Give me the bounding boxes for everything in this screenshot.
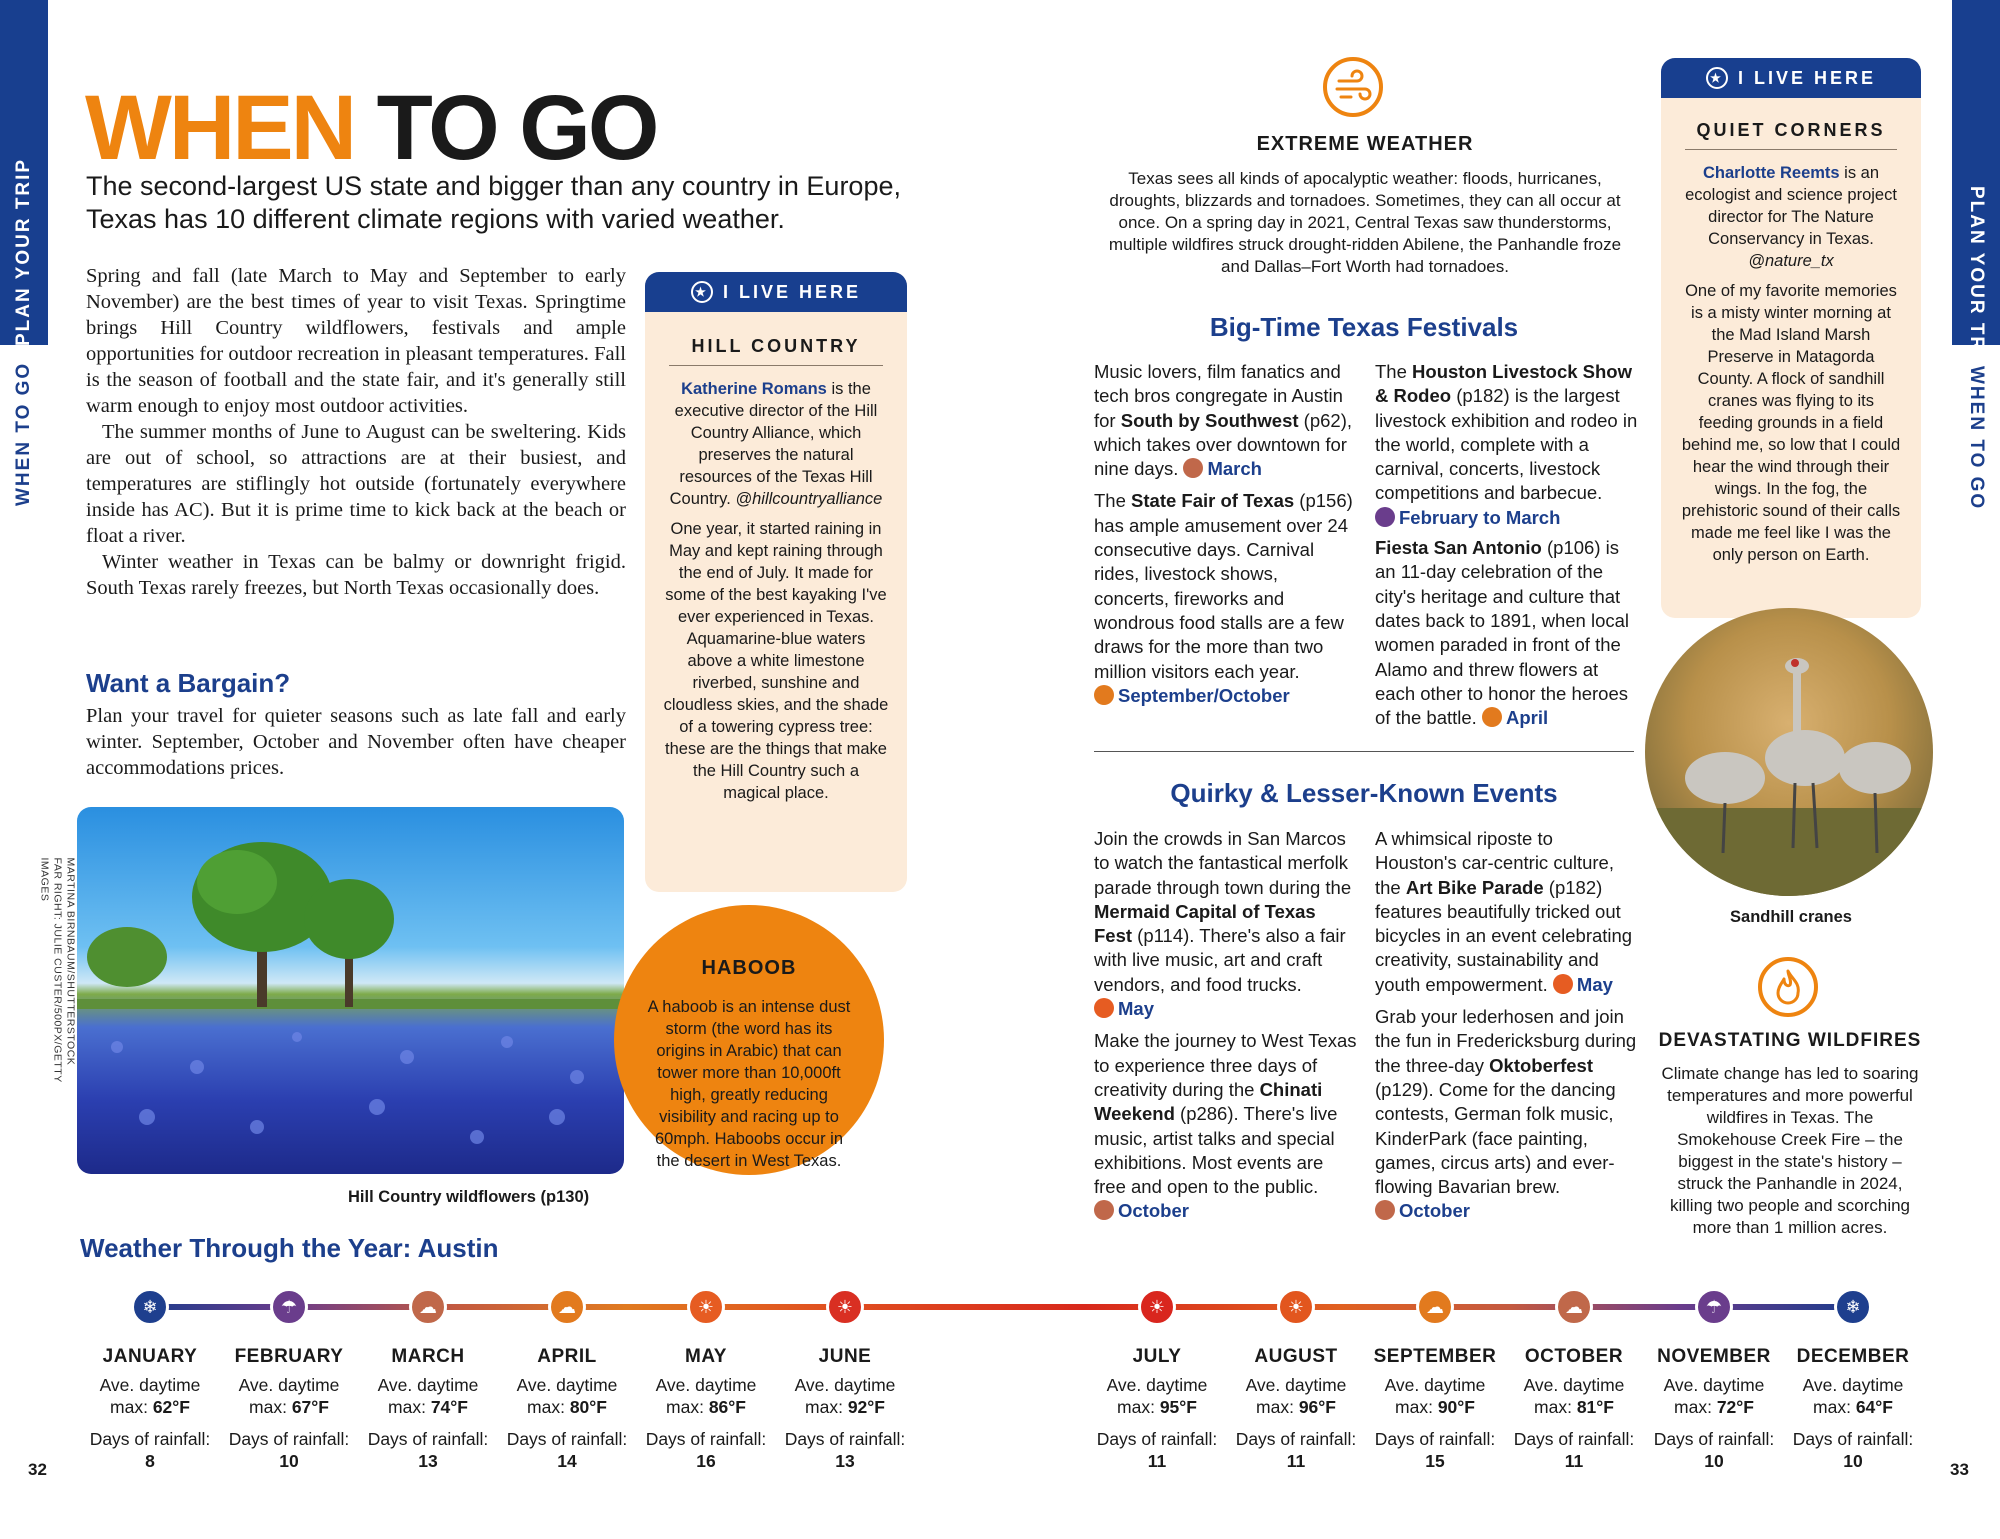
month-name: AUGUST [1254,1346,1338,1367]
temp-label-a: Ave. daytime [1245,1375,1347,1395]
page-number-right: 33 [1950,1460,1969,1479]
person-bio-2: is an ecologist and science project director for The Nature Conservancy in Texas. [1685,164,1897,248]
fair-month-label: September/October [1118,684,1290,706]
rain-label [80,1428,220,1472]
temp-label [80,1374,220,1418]
sun-icon [1094,685,1114,705]
person-handle-2: @nature_tx [1748,252,1834,270]
partly-cloudy-icon: ☁ [1555,1288,1593,1326]
temp-label [1365,1374,1505,1418]
temp-label [1087,1374,1227,1418]
temp-label [1504,1374,1644,1418]
month-name: JANUARY [102,1346,198,1367]
photo-credit-line-2: FAR RIGHT: JULIE CUSTER/500PX/GETTY IMAGES [38,857,64,1083]
temp-label-b: max: [1534,1397,1577,1417]
month-name: DECEMBER [1796,1346,1910,1367]
rain-label-text: Days of rainfall: [784,1429,906,1449]
rain-label-text: Days of rainfall: [1096,1429,1218,1449]
haboob-text: A haboob is an intense dust storm (the word has its origins in Arabic) that can tower more than 10,000ft high, greatly reducing visibility and racing up to 60mph. Haboobs occur in the desert in West Texas. [647,998,851,1170]
rodeo-name: Houston Livestock Show & Rodeo [1375,361,1632,407]
fiesta-entry [1375,536,1639,730]
partly-cloudy-icon: ☁ [409,1288,447,1326]
rain-value: 11 [1147,1451,1167,1471]
month-column [1504,1346,1644,1472]
right-section-label: WHEN TO GO [1966,366,1987,511]
sun-icon [1094,998,1114,1018]
page-number-left: 32 [28,1460,47,1479]
rain-label-text: Days of rainfall: [1235,1429,1357,1449]
temp-label-b: max: [110,1397,153,1417]
temp-value: 64°F [1855,1397,1893,1417]
person-name: Katherine Romans [681,380,827,398]
month-name: MARCH [391,1346,465,1367]
temp-label-b: max: [527,1397,570,1417]
wildflowers-illustration [77,807,624,1174]
temp-value: 67°F [291,1397,329,1417]
intro-paragraph-2: The summer months of June to August can be sweltering. Kids are out of school, so attractions are at their busiest, and temperatures are stiflingly hot outside (fortunately everywhere inside has AC). But it is prime time to kick back at the beach or float a river. [86,421,626,547]
temp-value: 96°F [1298,1397,1336,1417]
rain-value: 8 [145,1451,155,1471]
photo-credit-line-1: MARTINA BIRNBAUM/SHUTTERSTOCK [64,857,77,1066]
bargain-text: Plan your travel for quieter seasons such as late fall and early winter. September, October and November often have cheaper accommodations prices. [86,705,626,779]
fair-text-c: (p156) has ample amusement over 24 consecutive days. Carnival rides, livestock shows, concerts, fireworks and wondrous food stalls are a few draws for the more than two million visitors each year. [1094,490,1353,682]
month-name: APRIL [537,1346,597,1367]
title-part-1: WHEN [85,77,355,179]
sun-icon: ☀ [687,1288,725,1326]
rain-label [1504,1428,1644,1472]
quirky-right-column [1375,827,1639,1224]
rain-label [1226,1428,1366,1472]
live-here-quote-2: One of my favorite memories is a misty winter morning at the Mad Island Marsh Preserve in Matagorda County. A flock of sandhill cranes was flying to its feeding grounds in a field behind me, so low that I could hear the wind through their wings. In the fog, the prehistoric sound of their calls made me feel like I was the only person on Earth. [1681,282,1901,564]
sun-icon: ☀ [1277,1288,1315,1326]
sandhill-cranes-photo [1645,608,1933,896]
intro-paragraph-1: Spring and fall (late March to May and September to early November) are the best times of year to visit Texas. Springtime brings Hill Country wildflowers, festivals and ample opportunities for outdoor recreation in pleasant temperatures. Fall is the season of football and the state fair, and it's generally still warm enough to enjoy most outdoor activities. [86,265,626,417]
rain-label-text: Days of rainfall: [89,1429,211,1449]
bike-name: Art Bike Parade [1405,876,1544,898]
sxsw-month-label: March [1207,458,1262,480]
wildfires-heading: DEVASTATING WILDFIRES [1658,1030,1922,1051]
fair-text-a: The [1094,490,1132,512]
rain-cloud-icon: ☂ [1695,1288,1733,1326]
partly-cloudy-icon [1375,1200,1395,1220]
rain-label-text: Days of rainfall: [367,1429,489,1449]
extreme-weather-text: Texas sees all kinds of apocalyptic weather: floods, hurricanes, droughts, blizzards and tornadoes. Sometimes, they can all occur at once. On a spring day in 2021, Central Texas saw thunderstorms, multiple wildfires struck drought-ridden Abilene, the Panhandle froze and Dallas–Fort Worth had tornadoes. [1108,169,1622,276]
month-name: MAY [685,1346,727,1367]
temp-label [775,1374,915,1418]
temp-label [1226,1374,1366,1418]
rain-value: 10 [1704,1451,1724,1471]
rain-label [1783,1428,1923,1472]
month-column [775,1346,915,1472]
month-column [636,1346,776,1472]
wildfires-text: Climate change has led to soaring temperatures and more powerful wildfires in Texas. The Smokehouse Creek Fire – the biggest in the state's history – struck the Panhandle in 2024, killing two people and scorching more than 1 million acres. [1661,1064,1919,1237]
fiesta-text-c: (p106) is an 11-day celebration of the city's heritage and culture that dates back to 1891, when local women paraded in front of the Alamo and threw flowers at each other to honor the heroes of the battle. [1375,537,1630,729]
mermaid-text-c: (p114). There's also a fair with live music, art and craft vendors, and food trucks. [1094,925,1346,995]
chinati-text-a: Make the journey to West Texas to experience three days of creativity during the [1094,1030,1357,1100]
rodeo-text-a: The [1375,361,1413,382]
partly-cloudy-icon [1482,707,1502,727]
haboob-heading: HABOOB [701,957,797,979]
month-column [358,1346,498,1472]
temp-label-a: Ave. daytime [516,1375,618,1395]
location-pin-icon: ★ [1706,67,1728,89]
live-here-box-hill-country [645,272,907,892]
rain-label [1365,1428,1505,1472]
wind-icon [1323,57,1383,117]
festivals-right-column [1375,360,1639,730]
sxsw-name: South by Southwest [1120,409,1299,431]
temp-value: 81°F [1576,1397,1614,1417]
month-name: NOVEMBER [1657,1346,1771,1367]
temp-label-b: max: [666,1397,709,1417]
rodeo-text-c: (p182) is the largest livestock exhibition and rodeo in the world, complete with a carnival, concerts, livestock competitions and barbecue. [1375,385,1638,504]
temp-label-b: max: [249,1397,292,1417]
rain-value: 16 [696,1451,716,1471]
temp-value: 72°F [1716,1397,1754,1417]
temp-label-a: Ave. daytime [1384,1375,1486,1395]
rain-label [358,1428,498,1472]
month-column [1087,1346,1227,1472]
okt-name: Oktoberfest [1489,1054,1593,1076]
fair-month [1094,685,1290,706]
rain-value: 13 [835,1451,855,1471]
month-column [1644,1346,1784,1472]
rain-value: 10 [279,1451,299,1471]
temp-value: 90°F [1437,1397,1475,1417]
partly-cloudy-icon [1094,1200,1114,1220]
temp-label-a: Ave. daytime [1106,1375,1208,1395]
temp-label [219,1374,359,1418]
temp-label-b: max: [1117,1397,1160,1417]
rain-value: 13 [418,1451,438,1471]
mermaid-name: Mermaid Capital of Texas Fest [1094,900,1316,947]
rain-label-text: Days of rainfall: [228,1429,350,1449]
quirky-heading: Quirky & Lesser-Known Events [1170,778,1558,808]
temp-label [636,1374,776,1418]
bike-month-label: May [1576,973,1613,995]
rodeo-month-label: February to March [1399,506,1561,528]
okt-text-a: Grab your lederhosen and join the fun in Fredericksburg during the three-day [1375,1006,1637,1076]
chinati-name: Chinati Weekend [1094,1078,1323,1125]
sxsw-entry [1094,360,1358,481]
cranes-illustration [1645,608,1933,896]
rain-label [1644,1428,1784,1472]
temp-value: 92°F [847,1397,885,1417]
month-name: SEPTEMBER [1373,1346,1497,1367]
fiesta-name: Fiesta San Antonio [1375,537,1542,559]
photo-credit [38,858,77,1088]
live-here-bio [645,378,907,510]
rain-value: 10 [1843,1451,1863,1471]
rain-value: 11 [1564,1451,1584,1471]
rain-label [219,1428,359,1472]
mermaid-month [1094,998,1154,1019]
temp-label-b: max: [1674,1397,1717,1417]
live-here-header [645,272,907,312]
fiesta-month [1482,707,1548,728]
wildflowers-photo [77,807,624,1174]
sun-icon: ☀ [1138,1288,1176,1326]
temp-label [497,1374,637,1418]
intro-text [86,263,626,601]
sxsw-text-a: Music lovers, film fanatics and tech bros congregate in Austin for [1094,361,1343,431]
right-side-tab-label: PLAN YOUR TRIP [1966,186,1987,375]
weather-heading: Weather Through the Year: Austin [80,1233,499,1263]
rodeo-month [1375,507,1560,528]
fiesta-month-label: April [1505,707,1549,729]
temp-label-b: max: [1813,1397,1856,1417]
art-bike-entry [1375,827,1639,997]
temp-label-b: max: [1256,1397,1299,1417]
live-here-label: I LIVE HERE [722,281,862,302]
state-fair-entry [1094,489,1358,708]
rain-label-text: Days of rainfall: [506,1429,628,1449]
oktoberfest-entry [1375,1005,1639,1224]
temp-value: 86°F [708,1397,746,1417]
live-here-header-2 [1661,58,1921,98]
temp-label-a: Ave. daytime [1523,1375,1625,1395]
cranes-caption: Sandhill cranes [1730,908,1852,926]
rain-label-text: Days of rainfall: [1792,1429,1914,1449]
festivals-left-column [1094,360,1358,708]
rain-value: 14 [557,1451,577,1471]
month-column [80,1346,220,1472]
rain-label [1087,1428,1227,1472]
temp-value: 80°F [569,1397,607,1417]
rain-label-text: Days of rainfall: [1374,1429,1496,1449]
rain-label-text: Days of rainfall: [1653,1429,1775,1449]
live-here-box-quiet-corners [1661,58,1921,618]
rain-label [497,1428,637,1472]
snowflake-icon: ❄ [1834,1288,1872,1326]
left-side-tab-label: PLAN YOUR TRIP [13,157,34,346]
temp-value: 62°F [152,1397,190,1417]
fair-name: State Fair of Texas [1131,490,1295,512]
person-name-2: Charlotte Reemts [1702,164,1840,182]
section-divider [1094,751,1634,752]
person-handle: @hillcountryalliance [735,490,883,508]
weather-timeline-line [150,1304,1850,1310]
mermaid-month-label: May [1118,998,1154,1020]
mermaid-entry [1094,827,1358,1021]
left-section-label: WHEN TO GO [13,361,34,506]
live-here-quote: One year, it started raining in May and kept raining through the end of July. It made for some of the best kayaking I've ever experienced in Texas. Aquamarine-blue waters above a white limestone riverbed, sunshine and cloudless skies, and the shade of a towering cypress tree: these are the things that make the Hill Country such a magical place. [663,520,889,802]
live-here-subheading-2: QUIET CORNERS [1685,120,1897,150]
rain-label-text: Days of rainfall: [645,1429,767,1449]
rain-label [636,1428,776,1472]
quirky-left-column [1094,827,1358,1224]
month-name: OCTOBER [1524,1346,1624,1367]
rain-cloud-icon: ☂ [270,1288,308,1326]
chinati-month-label: October [1118,1200,1189,1222]
temp-label-b: max: [1395,1397,1438,1417]
rodeo-entry [1375,360,1639,530]
fire-icon [1758,957,1818,1017]
month-column [1365,1346,1505,1472]
temp-label-a: Ave. daytime [238,1375,340,1395]
bike-text-c: (p182) features beautifully tricked out bicycles in an event celebrating creativity, sustainability and youth empowerment. [1375,876,1633,995]
page-subtitle: The second-largest US state and bigger than any country in Europe, Texas has 10 different climate regions with varied weather. [86,171,901,234]
temp-label-a: Ave. daytime [1802,1375,1904,1395]
temp-label [358,1374,498,1418]
month-name: JULY [1132,1346,1182,1367]
mermaid-text-a: Join the crowds in San Marcos to watch the fantastical merfolk parade through town during the [1094,828,1352,898]
rain-label [775,1428,915,1472]
person-bio: is the executive director of the Hill Country Alliance, which preserves the natural resources of the Texas Hill Country. [669,380,878,508]
festivals-heading: Big-Time Texas Festivals [1209,312,1519,342]
sun-icon: ☀ [826,1288,864,1326]
temp-label-a: Ave. daytime [655,1375,757,1395]
bargain-heading: Want a Bargain? [86,668,291,698]
temp-label-b: max: [388,1397,431,1417]
sxsw-month [1183,458,1262,479]
month-column [1226,1346,1366,1472]
temp-label-b: max: [805,1397,848,1417]
live-here-subheading: HILL COUNTRY [669,336,883,366]
temp-value: 95°F [1159,1397,1197,1417]
sxsw-text-c: (p62), which takes over downtown for nine days. [1094,409,1353,480]
title-part-2: TO GO [376,77,657,179]
rain-label-text: Days of rainfall: [1513,1429,1635,1449]
live-here-label-2: I LIVE HERE [1737,67,1877,88]
okt-month [1375,1200,1470,1221]
snowflake-icon: ❄ [131,1288,169,1326]
temp-label [1644,1374,1784,1418]
intro-paragraph-3: Winter weather in Texas can be balmy or downright frigid. South Texas rarely freezes, but North Texas occasionally does. [86,551,626,599]
chinati-entry [1094,1029,1358,1223]
temp-label-a: Ave. daytime [377,1375,479,1395]
page-title [85,77,657,179]
temp-label-a: Ave. daytime [99,1375,201,1395]
sun-icon [1553,974,1573,994]
okt-text-c: (p129). Come for the dancing contests, German folk music, KinderPark (face painting, games, circus arts) and ever-flowing Bavarian brew. [1375,1078,1616,1198]
live-here-bio-2 [1661,162,1921,272]
haboob-circle [614,905,884,1175]
temp-label-a: Ave. daytime [1663,1375,1765,1395]
bike-month [1553,974,1613,995]
temp-value: 74°F [430,1397,468,1417]
rain-value: 15 [1425,1451,1445,1471]
partly-cloudy-icon: ☁ [548,1288,586,1326]
month-name: FEBRUARY [234,1346,344,1367]
temp-label-a: Ave. daytime [794,1375,896,1395]
chinati-text-c: (p286). There's live music, artist talks and special exhibitions. Most events are free and open to the public. [1094,1103,1338,1198]
partly-cloudy-icon: ☁ [1416,1288,1454,1326]
okt-month-label: October [1399,1200,1470,1222]
extreme-weather-heading: EXTREME WEATHER [1256,133,1474,155]
rain-value: 11 [1286,1451,1306,1471]
wildflowers-caption: Hill Country wildflowers (p130) [348,1188,590,1206]
partly-cloudy-icon [1183,458,1203,478]
month-column [1783,1346,1923,1472]
month-column [219,1346,359,1472]
chinati-month [1094,1200,1189,1221]
bike-text-a: A whimsical riposte to Houston's car-centric culture, the [1375,828,1614,898]
location-pin-icon: ★ [691,281,713,303]
rain-cloud-icon [1375,507,1395,527]
month-name: JUNE [818,1346,872,1367]
temp-label [1783,1374,1923,1418]
month-column [497,1346,637,1472]
